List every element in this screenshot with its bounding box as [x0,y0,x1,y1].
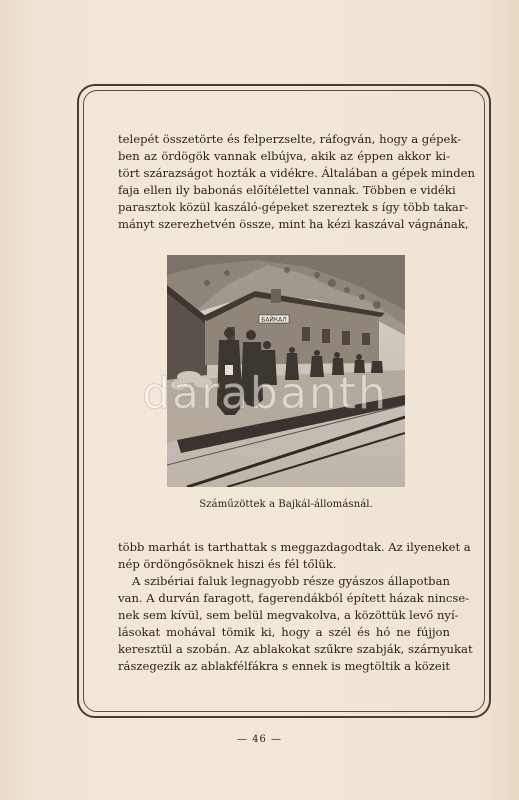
text-line: több marhát is tarthattak s meggazdagodtak. Az ilyeneket a [118,540,471,554]
text-line: parasztok közül kaszáló-gépeket szereztek s így több takar- [118,200,469,214]
text-line: A szibériai faluk legnagyobb része gyászos állapotban [132,574,450,588]
text-line: mányt szerezhetvén össze, mint ha kézi kaszával vágnának, [118,217,469,231]
watermark: darabanth [142,368,388,419]
text-line: rászegezik az ablakfélfákra s ennek is megtöltik a közeit [118,659,451,673]
text-line: tört szárazságot hozták a vidékre. Általában a gépek minden [118,166,475,180]
page-number: — 46 — [236,734,283,745]
text-line: telepét összetörte és felperzselte, ráfogván, hogy a gépek- [118,132,462,146]
text-line: lásokat mohával tömik ki, hogy a szél és hó ne fújjon [118,625,450,639]
paragraph-top [118,131,475,233]
text-line: keresztül a szobán. Az ablakokat szűkre szabják, szárnyukat [118,642,473,656]
text-line: faja ellen ily babonás előítélettel vannak. Többen e vidéki [118,183,456,197]
text-line: nép ördöngősöknek hiszi és fél tőlük. [118,557,337,571]
text-line: nek sem kívül, sem belül megvakolva, a közöttük levő nyí- [118,608,459,622]
paragraph-bottom [118,539,473,675]
text-line: ben az ördögök vannak elbújva, akik az éppen akkor ki- [118,149,450,163]
photo-caption: Száműzöttek a Bajkál-állomásnál. [199,499,373,510]
text-line: van. A durván faragott, fagerendákból épített házak nincse- [118,591,470,605]
station-sign: БАЙКАЛ [261,316,287,324]
